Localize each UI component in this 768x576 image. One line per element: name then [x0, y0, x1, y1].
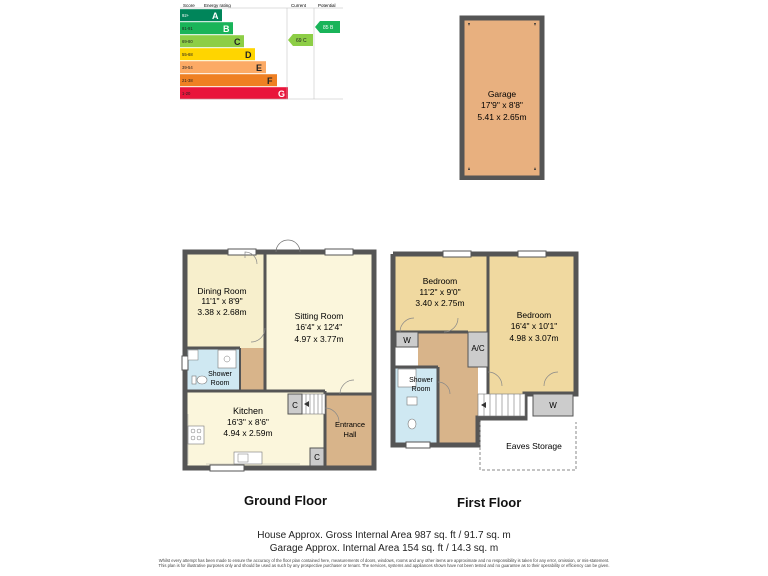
kitchen-name: Kitchen: [232, 406, 264, 416]
epc-band-score: 81-91: [182, 26, 193, 31]
eaves-storage-label: Eaves Storage: [506, 441, 562, 451]
dining-room-imperial: 11'1" x 8'9": [201, 296, 243, 306]
epc-band-letter: D: [245, 50, 252, 60]
epc-rating-header: Energy rating: [204, 3, 231, 8]
cupboard-ground-2-label: C: [314, 453, 320, 462]
garage-plan: [450, 10, 550, 180]
epc-current-marker: [288, 34, 313, 46]
epc-band-g: [180, 87, 288, 99]
kitchen-imperial: 16'3" x 8'6": [227, 417, 269, 427]
wardrobe-1-label: W: [403, 336, 411, 345]
ground-shower-line1: Shower: [208, 371, 232, 378]
bedroom-2-metric: 4.98 x 3.07m: [509, 333, 559, 343]
epc-band-score: 1-20: [182, 91, 191, 96]
kitchen-metric: 4.94 x 2.59m: [223, 428, 273, 438]
epc-band-score: 55-68: [182, 52, 193, 57]
epc-band-letter: A: [212, 11, 219, 21]
garage-metric: 5.41 x 2.65m: [477, 112, 527, 122]
bedroom-1-metric: 3.40 x 2.75m: [415, 298, 465, 308]
airing-cupboard-label: A/C: [471, 344, 485, 353]
house-area: House Approx. Gross Internal Area 987 sq. ft / 91.7 sq. m: [257, 530, 511, 541]
disclaimer: Whilst every attempt has been made to ensure the accuracy of the floor plan contained here, measurements of doors, windows, rooms and any other items are approximate and no responsibility is taken for any error, omission, or mis-statement. This plan is for illustrative purposes only and should be used as such by any prospective purchaser or tenant. The services, systems and appliances shown have not been tested and no guarantee as to their operability or efficiency can be given.: [158, 558, 610, 568]
epc-band-score: 39-54: [182, 65, 193, 70]
epc-band-letter: G: [278, 89, 286, 99]
ground-floor-plan: [180, 238, 380, 474]
epc-band-letter: C: [234, 37, 241, 47]
dining-room-name: Dining Room: [197, 286, 247, 296]
epc-band-letter: E: [256, 63, 263, 73]
epc-band-d: [180, 48, 255, 60]
entrance-hall-line2: Hall: [343, 430, 357, 439]
epc-current-header: Current: [291, 3, 307, 8]
epc-band-f: [180, 74, 277, 86]
epc-current-label: 69 C: [296, 38, 307, 44]
sitting-room-imperial: 16'4" x 12'4": [295, 322, 343, 332]
epc-band-letter: B: [223, 24, 230, 34]
landing: [438, 367, 478, 445]
ground-floor-caption: Ground Floor: [244, 493, 328, 508]
epc-band-c: [180, 35, 244, 47]
wardrobe-2-label: W: [549, 401, 557, 410]
first-floor-caption: First Floor: [457, 495, 522, 510]
entrance-hall-line1: Entrance: [334, 420, 366, 429]
epc-score-header: Score: [183, 3, 195, 8]
first-shower-line1: Shower: [409, 377, 433, 384]
epc-band-score: 92+: [182, 13, 190, 18]
garage-name: Garage: [487, 89, 517, 99]
first-floor-plan: [388, 242, 588, 472]
epc-chart: [178, 0, 348, 102]
epc-potential-marker: [315, 21, 340, 33]
epc-potential-header: Potential: [318, 3, 336, 8]
first-shower-line2: Room: [411, 386, 431, 393]
garage-area: Garage Approx. Internal Area 154 sq. ft / 14.3 sq. m: [269, 543, 499, 554]
epc-band-a: [180, 9, 222, 21]
bedroom-1-name: Bedroom: [422, 276, 458, 286]
epc-band-score: 21-38: [182, 78, 193, 83]
epc-potential-label: 85 B: [323, 25, 334, 31]
sitting-room-name: Sitting Room: [294, 311, 344, 321]
bedroom-2-imperial: 16'4" x 10'1": [510, 321, 558, 331]
lobby: [240, 348, 265, 391]
bedroom-1-imperial: 11'2" x 9'0": [419, 287, 461, 297]
ground-shower-line2: Room: [210, 380, 230, 387]
epc-band-score: 69-80: [182, 39, 193, 44]
sitting-room-metric: 4.97 x 3.77m: [294, 334, 344, 344]
dining-room-metric: 3.38 x 2.68m: [197, 307, 247, 317]
cupboard-ground-1-label: C: [292, 401, 298, 410]
bedroom-2-name: Bedroom: [516, 310, 552, 320]
epc-band-letter: F: [267, 76, 273, 86]
garage-imperial: 17'9" x 8'8": [481, 100, 523, 110]
epc-band-b: [180, 22, 233, 34]
epc-band-e: [180, 61, 266, 73]
